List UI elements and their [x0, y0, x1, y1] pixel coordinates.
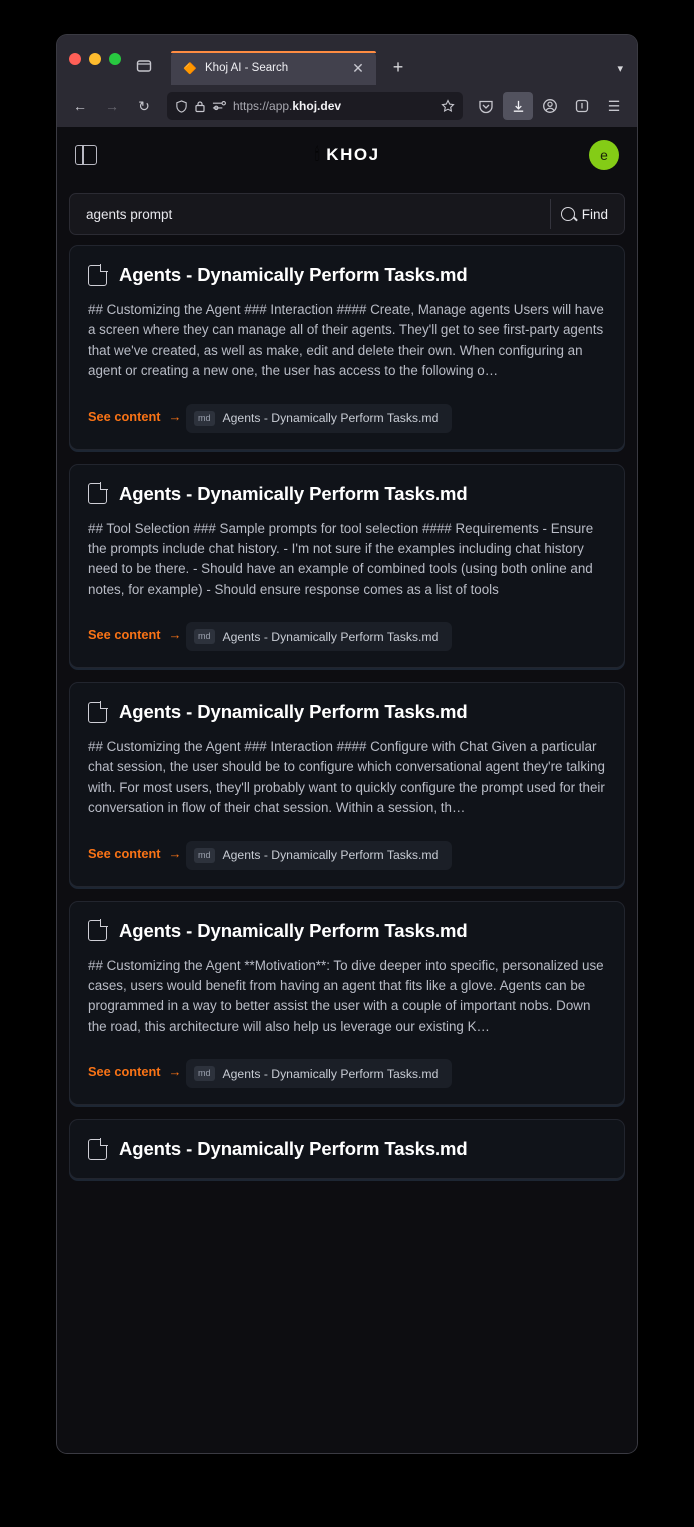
- firefox-view-icon: [136, 58, 152, 74]
- result-card[interactable]: [69, 464, 625, 669]
- source-file-label: Agents - Dynamically Perform Tasks.md: [222, 848, 439, 862]
- note-icon: [88, 483, 107, 504]
- find-button-label: Find: [581, 206, 608, 222]
- result-card-header: [88, 1138, 606, 1160]
- app-header: [57, 127, 637, 183]
- bookmark-star-icon[interactable]: [441, 99, 455, 113]
- url-text[interactable]: [233, 99, 435, 113]
- see-content-link[interactable]: [88, 409, 182, 424]
- permissions-icon[interactable]: [212, 100, 227, 112]
- source-file-chip[interactable]: [186, 404, 452, 433]
- note-icon: [88, 265, 107, 286]
- result-card-header: [88, 264, 606, 286]
- web-page: [57, 127, 637, 1453]
- result-snippet: ## Customizing the Agent ### Interaction #### Create, Manage agents Users will have a screen where they can manage all of their agents. They'll get to see first-party agents that we've created, as well as make, edit and delete their own. When configuring an agent or creating a new one, the user has access to the following o…: [88, 302, 604, 379]
- shield-icon[interactable]: [175, 100, 188, 113]
- result-snippet: ## Customizing the Agent ### Interaction #### Configure with Chat Given a particular chat session, the user should be to configure which conversational agent they're talking with. For most users, they'll probably want to quickly configure the prompt used for their conversation in flow of their chat session. Within a session, th…: [88, 739, 605, 816]
- khoj-favicon-icon: 🔶: [183, 62, 197, 75]
- arrow-right-icon: →: [168, 1064, 182, 1079]
- new-tab-button[interactable]: +: [392, 56, 404, 77]
- note-icon: [88, 702, 107, 723]
- result-card[interactable]: [69, 245, 625, 450]
- search-icon: [561, 207, 575, 221]
- reload-button[interactable]: ↻: [138, 97, 150, 114]
- avatar[interactable]: e: [589, 140, 619, 170]
- extensions-icon[interactable]: [567, 92, 597, 120]
- source-file-label: Agents - Dynamically Perform Tasks.md: [222, 1066, 439, 1081]
- source-file-chip[interactable]: [186, 622, 452, 651]
- result-card[interactable]: [69, 1119, 625, 1179]
- see-content-label: See content: [88, 408, 161, 424]
- result-card-header: [88, 920, 606, 942]
- arrow-right-icon: →: [168, 627, 182, 642]
- result-title: Agents - Dynamically Perform Tasks.md: [119, 919, 468, 941]
- result-title: Agents - Dynamically Perform Tasks.md: [119, 482, 468, 504]
- account-icon[interactable]: [535, 92, 565, 120]
- app-menu-icon[interactable]: ☰: [607, 97, 621, 114]
- pocket-save-icon[interactable]: [471, 92, 501, 120]
- arrow-right-icon: →: [168, 845, 182, 861]
- browser-navbar: [57, 85, 637, 127]
- sidebar-toggle-icon[interactable]: [75, 145, 97, 165]
- forward-button[interactable]: →: [105, 98, 119, 114]
- close-window-button[interactable]: [69, 53, 81, 65]
- result-title: Agents - Dynamically Perform Tasks.md: [119, 701, 468, 722]
- url-bar[interactable]: [167, 92, 463, 120]
- file-type-badge: md: [194, 1066, 215, 1081]
- browser-titlebar: [57, 35, 637, 85]
- tab-strip: [57, 35, 637, 85]
- minimize-window-button[interactable]: [89, 53, 101, 65]
- see-content-label: See content: [88, 1064, 161, 1079]
- navbar-right-icons: [471, 92, 629, 120]
- url-domain: khoj.dev: [292, 99, 342, 113]
- lock-icon[interactable]: [194, 100, 206, 113]
- search-bar[interactable]: [69, 193, 625, 235]
- result-snippet: ## Customizing the Agent **Motivation**: To dive deeper into specific, personalized use cases, users would benefit from having an agent that fits like a glove. Agents can be programmed in a way to better assist the user with a couple of important nobs. Down the road, this architecture will also help us leverage our existing K…: [88, 957, 604, 1034]
- note-icon: [88, 920, 107, 941]
- tab-title: Khoj AI - Search: [205, 62, 289, 74]
- file-type-badge: md: [194, 848, 215, 863]
- browser-window: [57, 35, 637, 1453]
- file-type-badge: md: [194, 411, 215, 426]
- see-content-link[interactable]: [88, 1064, 182, 1079]
- back-button[interactable]: ←: [73, 98, 87, 114]
- note-icon: [88, 1139, 107, 1160]
- source-file-label: Agents - Dynamically Perform Tasks.md: [222, 629, 439, 644]
- file-type-badge: md: [194, 629, 215, 644]
- result-card[interactable]: [69, 682, 625, 887]
- source-file-label: Agents - Dynamically Perform Tasks.md: [222, 411, 439, 425]
- close-tab-icon[interactable]: ✕: [352, 60, 364, 76]
- url-prefix: https://app.: [233, 99, 293, 113]
- arrow-right-icon: →: [168, 408, 182, 424]
- result-snippet: ## Tool Selection ### Sample prompts for tool selection #### Requirements - Ensure the prompts include chat history. - I'm not sure if the examples including chat history need to be there. - Should have an example of combined tools (using both online and notes, for example) - Should ensure response comes as a list of tools: [88, 520, 594, 597]
- source-file-chip[interactable]: [186, 841, 452, 870]
- result-card[interactable]: [69, 901, 625, 1106]
- brand-name: KHOJ: [326, 145, 380, 164]
- source-file-chip[interactable]: [186, 1059, 452, 1088]
- firefox-view-button[interactable]: [127, 50, 161, 82]
- result-card-header: [88, 701, 606, 723]
- see-content-link[interactable]: [88, 627, 182, 642]
- see-content-label: See content: [88, 627, 161, 642]
- see-content-link[interactable]: [88, 846, 182, 861]
- brand: [57, 145, 637, 165]
- browser-tab[interactable]: [171, 51, 376, 85]
- khoj-logo-icon: 🕯: [314, 145, 320, 164]
- see-content-label: See content: [88, 845, 161, 861]
- result-title: Agents - Dynamically Perform Tasks.md: [119, 264, 468, 285]
- result-title: Agents - Dynamically Perform Tasks.md: [119, 1138, 468, 1159]
- window-controls[interactable]: [69, 53, 121, 65]
- search-results-list: [57, 235, 637, 1179]
- maximize-window-button[interactable]: [109, 53, 121, 65]
- search-input[interactable]: [84, 206, 550, 223]
- find-button[interactable]: [550, 199, 620, 229]
- result-card-header: [88, 483, 606, 505]
- downloads-icon[interactable]: [503, 92, 533, 120]
- list-all-tabs-icon[interactable]: ▾: [617, 63, 623, 75]
